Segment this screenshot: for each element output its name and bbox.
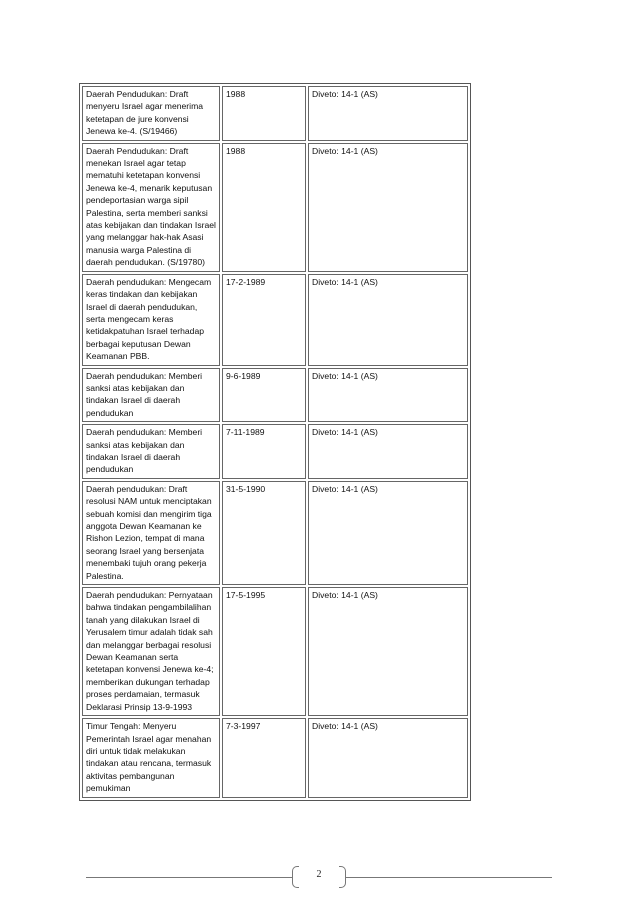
table-row bbox=[82, 587, 468, 716]
veto-cell: Diveto: 14-1 (AS) bbox=[308, 424, 468, 479]
date-cell: 7-11-1989 bbox=[222, 424, 306, 479]
table-row bbox=[82, 481, 468, 585]
veto-cell: Diveto: 14-1 (AS) bbox=[308, 718, 468, 797]
veto-cell: Diveto: 14-1 (AS) bbox=[308, 587, 468, 716]
footer-rule-right bbox=[346, 877, 552, 878]
topic-cell: Daerah pendudukan: Memberi sanksi atas kebijakan dan tindakan Israel di daerah pendudukan bbox=[82, 424, 220, 479]
footer-rule-left bbox=[86, 877, 293, 878]
topic-cell: Daerah Pendudukan: Draft menyeru Israel agar menerima ketetapan de jure konvensi Jenewa ke-4. (S/19466) bbox=[82, 86, 220, 141]
table-row bbox=[82, 424, 468, 479]
date-cell: 1988 bbox=[222, 143, 306, 272]
date-cell: 7-3-1997 bbox=[222, 718, 306, 797]
date-cell: 1988 bbox=[222, 86, 306, 141]
date-cell: 17-2-1989 bbox=[222, 274, 306, 366]
topic-cell: Daerah pendudukan: Draft resolusi NAM untuk menciptakan sebuah komisi dan mengirim tiga anggota Dewan Keamanan ke Rishon Lezion, tempat di mana seorang Israel yang bersenjata menembaki tujuh orang pekerja Palestina. bbox=[82, 481, 220, 585]
topic-cell: Daerah pendudukan: Pernyataan bahwa tindakan pengambilalihan tanah yang dilakukan Israel di Yerusalem timur adalah tidak sah dan melanggar berbagai resolusi Dewan Keamanan serta ketetapan konvensi Jenewa ke-4; memberikan dukungan terhadap proses perdamaian, termasuk Deklarasi Prinsip 13-9-1993 bbox=[82, 587, 220, 716]
veto-cell: Diveto: 14-1 (AS) bbox=[308, 143, 468, 272]
page-number-bracket-left bbox=[292, 866, 299, 888]
topic-cell: Daerah Pendudukan: Draft menekan Israel agar tetap mematuhi ketetapan konvensi Jenewa ke-4, menarik keputusan pendeportasian warga sipil Palestina, serta memberi sanksi atas kebijakan dan tindakan Israel yang melanggar hak-hak Asasi manusia warga Palestina di daerah pendudukan. (S/19780) bbox=[82, 143, 220, 272]
veto-cell: Diveto: 14-1 (AS) bbox=[308, 274, 468, 366]
page-number: 2 bbox=[316, 869, 322, 880]
date-cell: 9-6-1989 bbox=[222, 368, 306, 423]
table-row bbox=[82, 143, 468, 272]
topic-cell: Daerah pendudukan: Mengecam keras tindakan dan kebijakan Israel di daerah pendudukan, serta mengecam keras ketidakpatuhan Israel terhadap berbagai keputusan Dewan Keamanan PBB. bbox=[82, 274, 220, 366]
veto-table bbox=[79, 83, 471, 801]
veto-cell: Diveto: 14-1 (AS) bbox=[308, 481, 468, 585]
table-row bbox=[82, 718, 468, 797]
table-row bbox=[82, 368, 468, 423]
veto-cell: Diveto: 14-1 (AS) bbox=[308, 368, 468, 423]
date-cell: 17-5-1995 bbox=[222, 587, 306, 716]
date-cell: 31-5-1990 bbox=[222, 481, 306, 585]
table-row bbox=[82, 274, 468, 366]
page-number-bracket-right bbox=[339, 866, 346, 888]
veto-cell: Diveto: 14-1 (AS) bbox=[308, 86, 468, 141]
topic-cell: Timur Tengah: Menyeru Pemerintah Israel agar menahan diri untuk tidak melakukan tindakan atau rencana, termasuk aktivitas pembangunan pemukiman bbox=[82, 718, 220, 797]
topic-cell: Daerah pendudukan: Memberi sanksi atas kebijakan dan tindakan Israel di daerah pendudukan bbox=[82, 368, 220, 423]
table-row bbox=[82, 86, 468, 141]
